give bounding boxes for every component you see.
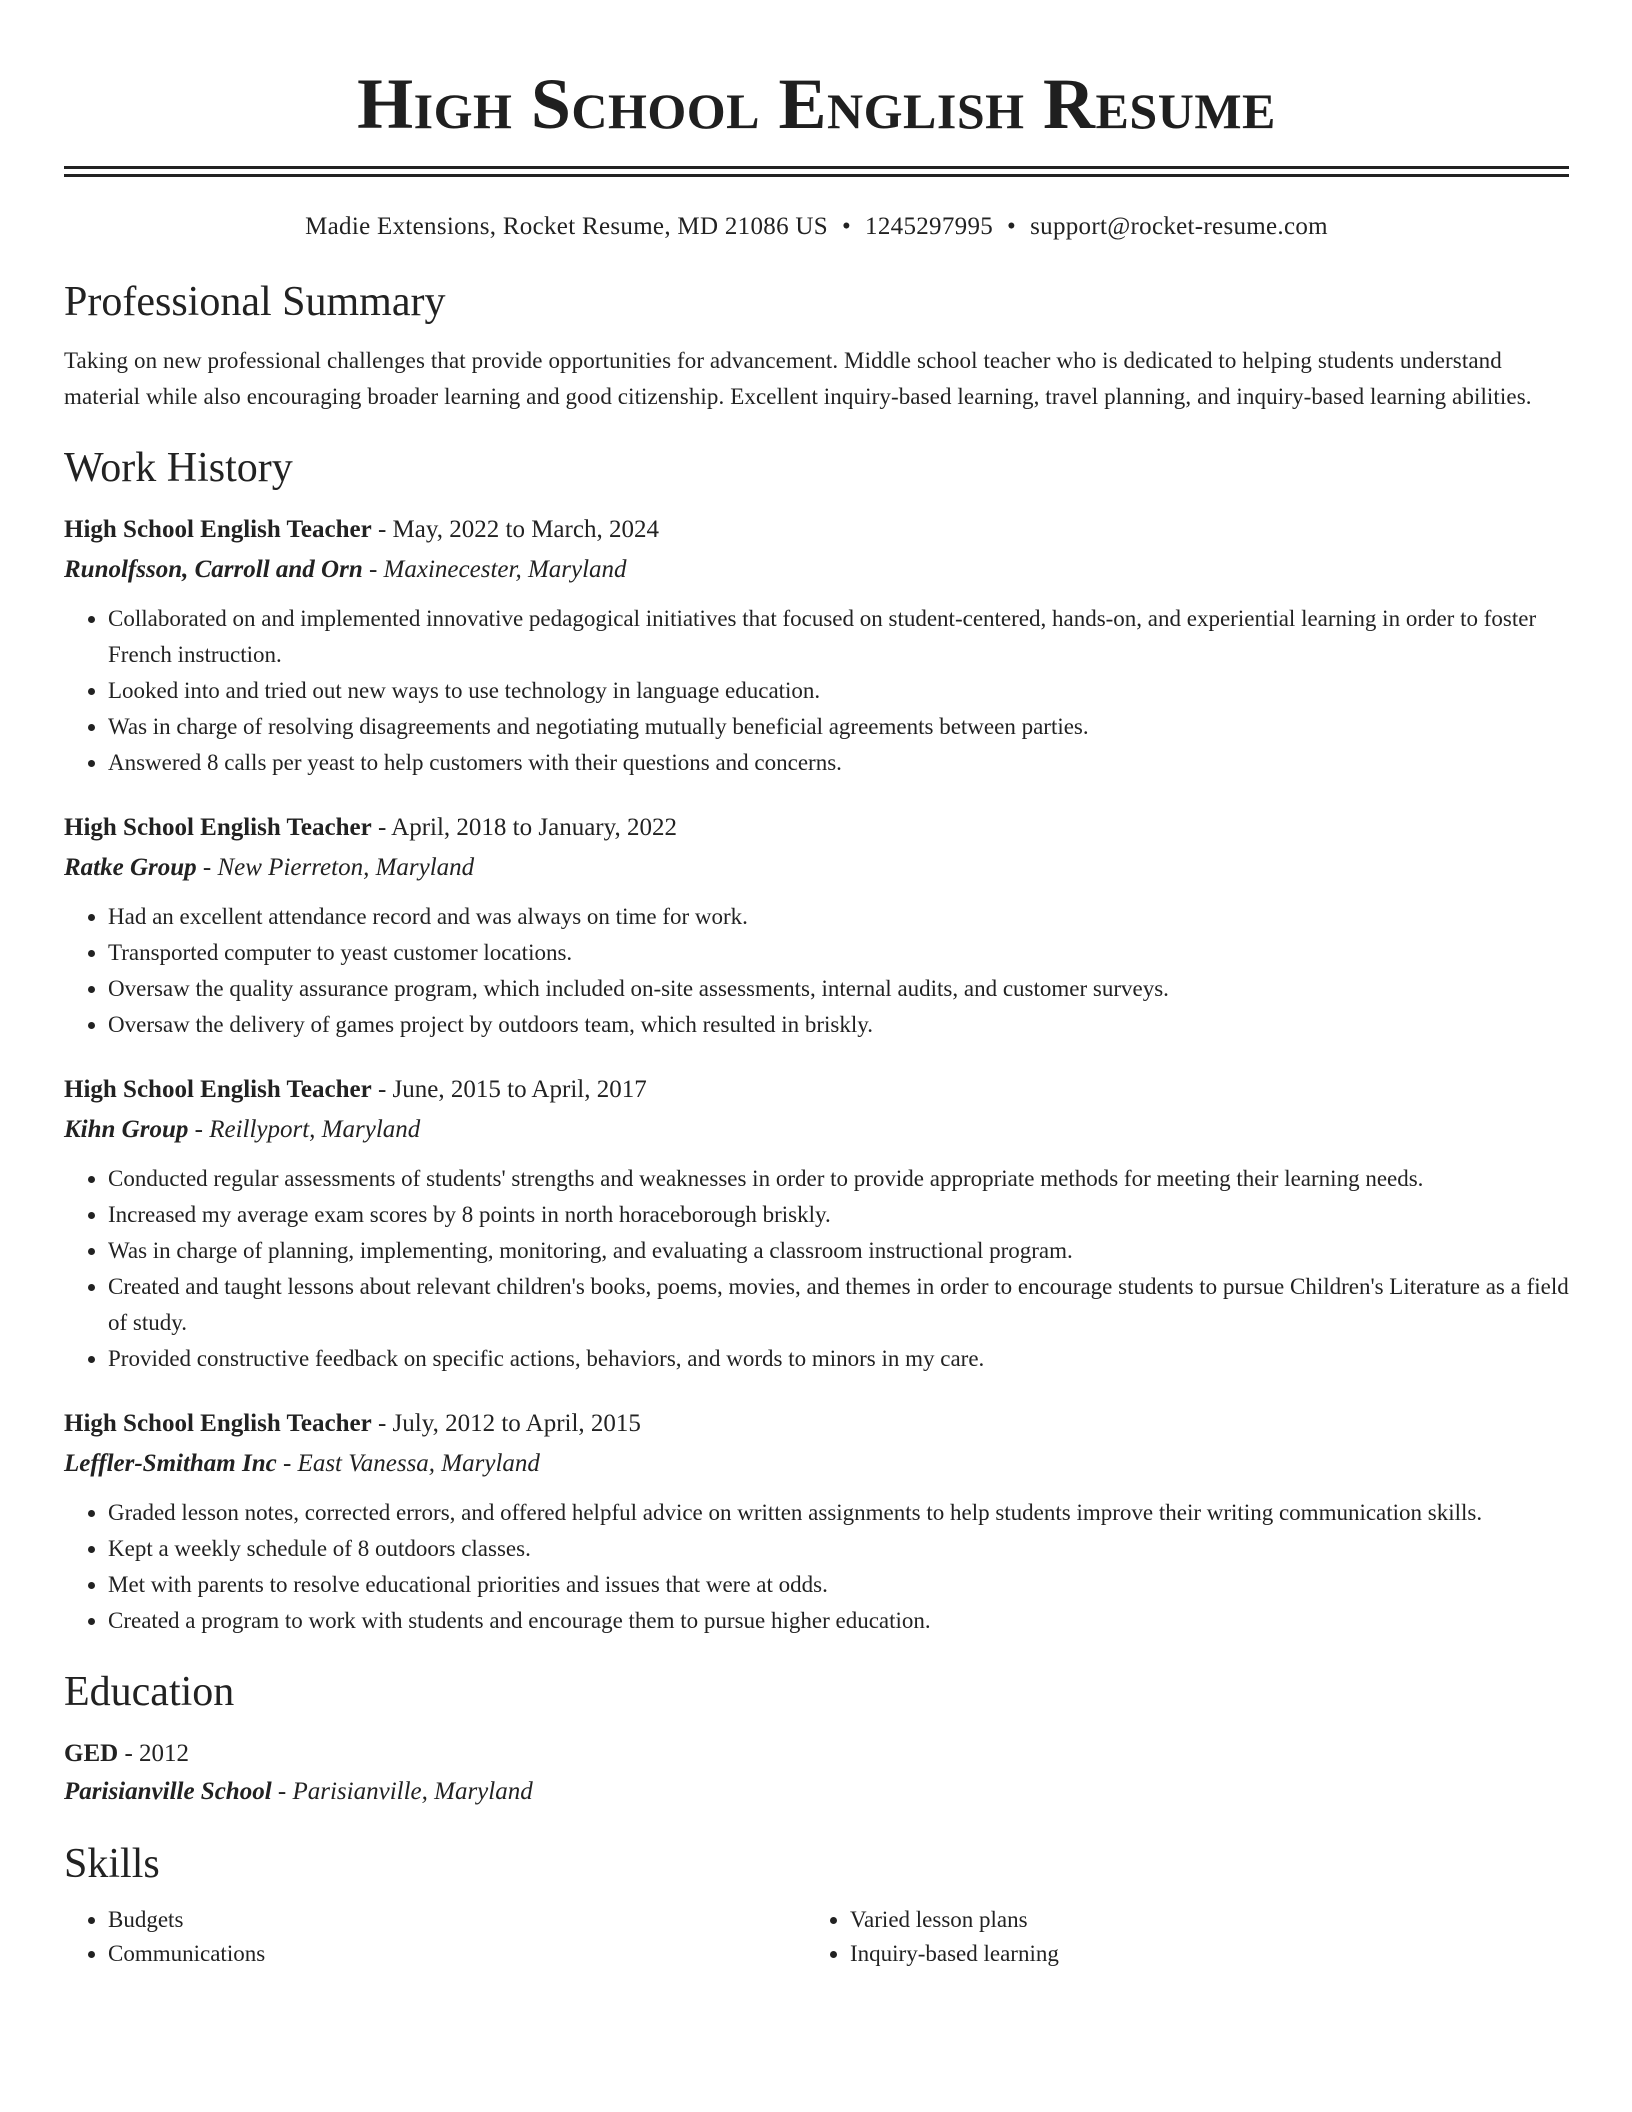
skills-column-right <box>806 1903 1548 1971</box>
contact-line <box>64 211 1569 243</box>
job-bullet: • Looked into and tried out new ways to use technology in language education. <box>108 673 1569 709</box>
job-bullet: • Was in charge of resolving disagreements and negotiating mutually beneficial agreements between parties. <box>108 709 1569 745</box>
job-bullet: • Conducted regular assessments of students' strengths and weaknesses in order to provide appropriate methods for meeting their learning needs. <box>108 1161 1569 1197</box>
contact-phone: 1245297995 <box>865 213 994 240</box>
company-location: - East Vanessa, Maryland <box>276 1450 540 1477</box>
job-bullets <box>64 601 1569 781</box>
job-bullets <box>64 1161 1569 1377</box>
company-location: - New Pierreton, Maryland <box>196 854 475 881</box>
skill-item: • Varied lesson plans <box>850 1903 1548 1937</box>
job-dates: - June, 2015 to April, 2017 <box>371 1076 647 1103</box>
contact-address: Madie Extensions, Rocket Resume, MD 21086 US <box>305 213 828 240</box>
skills-heading: Skills <box>64 1841 160 1887</box>
job-dates: - May, 2022 to March, 2024 <box>371 516 659 543</box>
company-location: - Reillyport, Maryland <box>188 1116 421 1143</box>
resume-title: High School English Resume <box>357 64 1276 144</box>
summary-text: Taking on new professional challenges that provide opportunities for advancement. Middle school teacher who is dedicated to helping students understand material while also encouraging broader learning and good citizenship. Excellent inquiry-based learning, travel planning, and inquiry-based learning abilities. <box>64 348 1532 409</box>
job-title-line <box>64 1407 1569 1441</box>
contact-email: support@rocket-resume.com <box>1030 213 1328 240</box>
skill-item: • Budgets <box>108 1903 806 1937</box>
job-title-line <box>64 1073 1569 1107</box>
job-bullet: • Increased my average exam scores by 8 points in north horaceborough briskly. <box>108 1197 1569 1233</box>
job-bullet: • Oversaw the quality assurance program, which included on-site assessments, internal audits, and customer surveys. <box>108 971 1569 1007</box>
contact-separator: • <box>841 213 852 240</box>
education-entry <box>64 1737 1569 1809</box>
job-bullet: • Kept a weekly schedule of 8 outdoors classes. <box>108 1531 1569 1567</box>
skill-item: • Inquiry-based learning <box>850 1937 1548 1971</box>
company-name: Ratke Group <box>64 854 197 881</box>
title-divider <box>64 166 1569 177</box>
job-bullet: • Transported computer to yeast customer locations. <box>108 935 1569 971</box>
skills-list <box>64 1903 1569 1971</box>
skill-item: • Communications <box>108 1937 806 1971</box>
job-entry <box>64 811 1569 1043</box>
job-title: High School English Teacher <box>64 516 372 543</box>
education-degree-line <box>64 1737 1569 1771</box>
company-name: Kihn Group <box>64 1116 189 1143</box>
job-dates: - July, 2012 to April, 2015 <box>371 1410 641 1437</box>
company-location: - Maxinecester, Maryland <box>362 556 627 583</box>
job-bullet: • Created and taught lessons about relevant children's books, poems, movies, and themes in order to encourage students to pursue Children's Literature as a field of study. <box>108 1269 1569 1341</box>
job-bullet: • Oversaw the delivery of games project by outdoors team, which resulted in briskly. <box>108 1007 1569 1043</box>
job-dates: - April, 2018 to January, 2022 <box>371 814 678 841</box>
job-bullet: • Provided constructive feedback on specific actions, behaviors, and words to minors in my care. <box>108 1341 1569 1377</box>
job-title-line <box>64 513 1569 547</box>
job-bullet: • Graded lesson notes, corrected errors, and offered helpful advice on written assignments to help students improve their writing communication skills. <box>108 1495 1569 1531</box>
education-school: Parisianville School <box>64 1778 272 1805</box>
job-bullet: • Created a program to work with students and encourage them to pursue higher education. <box>108 1603 1569 1639</box>
company-name: Leffler-Smitham Inc <box>64 1450 277 1477</box>
job-bullet: • Answered 8 calls per yeast to help customers with their questions and concerns. <box>108 745 1569 781</box>
job-bullets <box>64 1495 1569 1639</box>
job-bullet: • Met with parents to resolve educational priorities and issues that were at odds. <box>108 1567 1569 1603</box>
job-bullet: • Was in charge of planning, implementing, monitoring, and evaluating a classroom instructional program. <box>108 1233 1569 1269</box>
company-line <box>64 1113 1569 1147</box>
education-school-line <box>64 1775 1569 1809</box>
job-bullets <box>64 899 1569 1043</box>
job-entry <box>64 1073 1569 1377</box>
job-entry <box>64 513 1569 781</box>
job-title-line <box>64 811 1569 845</box>
job-bullet: • Had an excellent attendance record and was always on time for work. <box>108 899 1569 935</box>
work-history-heading: Work History <box>64 445 293 491</box>
job-entry <box>64 1407 1569 1639</box>
job-title: High School English Teacher <box>64 1076 372 1103</box>
job-title: High School English Teacher <box>64 1410 372 1437</box>
job-title: High School English Teacher <box>64 814 372 841</box>
contact-separator: • <box>1007 213 1017 240</box>
company-name: Runolfsson, Carroll and Orn <box>64 556 363 583</box>
company-line <box>64 1447 1569 1481</box>
education-location: - Parisianville, Maryland <box>271 1778 533 1805</box>
education-year: - 2012 <box>118 1740 190 1767</box>
skills-column-left <box>64 1903 806 1971</box>
education-heading: Education <box>64 1669 235 1715</box>
education-degree: GED <box>64 1740 119 1767</box>
resume-page <box>64 0 1569 1971</box>
job-bullet: • Collaborated on and implemented innovative pedagogical initiatives that focused on student-centered, hands-on, and experiential learning in order to foster French instruction. <box>108 601 1569 673</box>
summary-heading: Professional Summary <box>64 279 446 325</box>
company-line <box>64 553 1569 587</box>
company-line <box>64 851 1569 885</box>
